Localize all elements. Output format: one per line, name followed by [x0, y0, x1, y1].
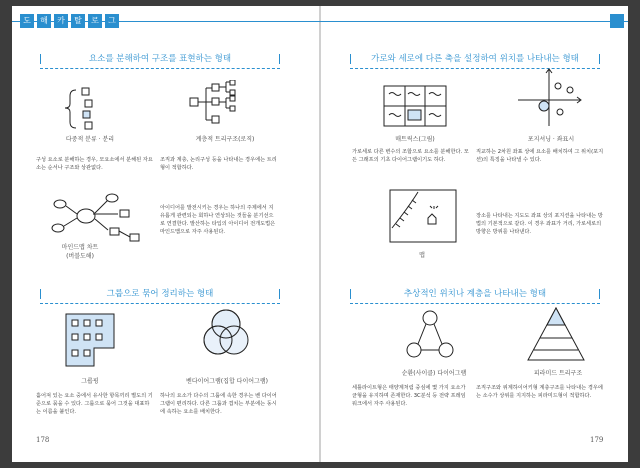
section-title-grouping: 그룹으로 묶어 정리하는 형태 [40, 285, 280, 304]
place-map-illustration [388, 188, 458, 244]
grouping-grid-illustration [64, 312, 120, 372]
pyramid-illustration [526, 306, 586, 364]
section-title-axes: 가로와 세로에 다른 축을 설정하여 위치를 나타내는 형태 [350, 50, 600, 69]
text-positioning: 직교하는 2차원 좌표 상에 요소를 배치하여 그 위치(포지션)의 특징을 나타낼 수 있다. [476, 149, 604, 163]
cycle-illustration [400, 308, 460, 364]
caption-cycle: 순환(사이클) 다이어그램 [401, 370, 467, 377]
header-char: 탈 [71, 14, 85, 28]
text-hierarchy: 조직과 계층, 논리구성 등을 나타내는 경우에는 트리형이 적합하다. [160, 157, 277, 171]
text-matrix: 가로세로 다른 변수의 조합으로 요소를 분해한다. 모든 그래프의 기초 다이어그램이기도 하다. [352, 149, 469, 163]
caption-map: 맵 [419, 252, 425, 259]
text-pyramid: 조직구조와 위계하이어키형 계층구조를 나타내는 경우에는 소수가 상위를 지지하는 피라미드형이 적합하다. [476, 385, 603, 399]
caption-pyramid: 피라미드 트리구조 [533, 370, 583, 377]
category-bracket-illustration [58, 82, 118, 132]
page-number-left: 178 [36, 436, 50, 444]
caption-category: 다중적 분류 · 분리 [65, 136, 115, 143]
header-char: 해 [37, 14, 51, 28]
section-title-structure: 요소를 분해하여 구조를 표현하는 형태 [40, 50, 280, 69]
caption-matrix: 매트릭스(그림) [395, 136, 435, 143]
text-map: 장소를 나타내는 지도도 좌표 상의 포지션을 나타내는 방법의 기본적으로 같다. 이 경우 좌표가 거리, 가로세로의 방향은 방위를 나타낸다. [476, 213, 603, 235]
page-number-right: 179 [590, 436, 604, 444]
caption-venn: 벤다이어그램(집합 다이어그램) [186, 378, 268, 385]
mind-map-illustration [46, 186, 146, 246]
text-category: 구성 요소로 분해하는 경우, 모요소에서 분해된 자요소는 순서나 구조와 상관없다. [36, 157, 153, 171]
chapter-header [12, 14, 628, 28]
header-char: 로 [88, 14, 102, 28]
venn-illustration [196, 306, 256, 366]
text-cycle: 세틀라이트형은 태양계처럼 중심에 몇 가지 요소가 균형을 유지하며 존재한다. 3C분석 등 전략 프레임워크에서 자주 사용된다. [352, 385, 466, 407]
header-char: 카 [54, 14, 68, 28]
section-title-abstract: 추상적인 위치나 계층을 나타내는 형태 [350, 285, 600, 304]
hierarchy-tree-illustration [186, 80, 246, 130]
caption-mindmap: 마인드맵 차트 (버블도해) [61, 244, 99, 260]
positioning-map-illustration [514, 66, 584, 130]
caption-hierarchy: 계층적 트리구조(로직) [195, 136, 255, 143]
caption-positioning: 포지셔닝 · 좌표시 [527, 136, 575, 143]
text-venn: 하나의 요소가 다수의 그룹에 속한 경우는 벤 다이어그램이 편리하다. 다른 그룹과 겹치는 부분에는 동시에 속하는 요소를 배치한다. [160, 393, 277, 415]
text-mindmap: 아이디어를 발전시키는 경우는 하나의 주제에서 지유롭게 관련되는 회하나 연상되는 것들을 분기선으로 연결한다. 발산하는 타입의 아이디어 전개도법은 마인드맵으로 자주 사용된다. [160, 205, 276, 235]
caption-grouping: 그룹핑 [81, 378, 99, 385]
header-end-block [610, 14, 624, 28]
text-grouping: 흩어져 있는 요소 중에서 유사한 항목끼리 별도의 기준으로 묶을 수 있다. 그룹으로 묶어 그것을 대표하는 이름을 붙인다. [36, 393, 153, 415]
matrix-illustration [380, 82, 450, 132]
header-char: 그 [105, 14, 119, 28]
header-char: 도 [20, 14, 34, 28]
gutter [319, 6, 321, 462]
header-tabs [20, 14, 119, 28]
